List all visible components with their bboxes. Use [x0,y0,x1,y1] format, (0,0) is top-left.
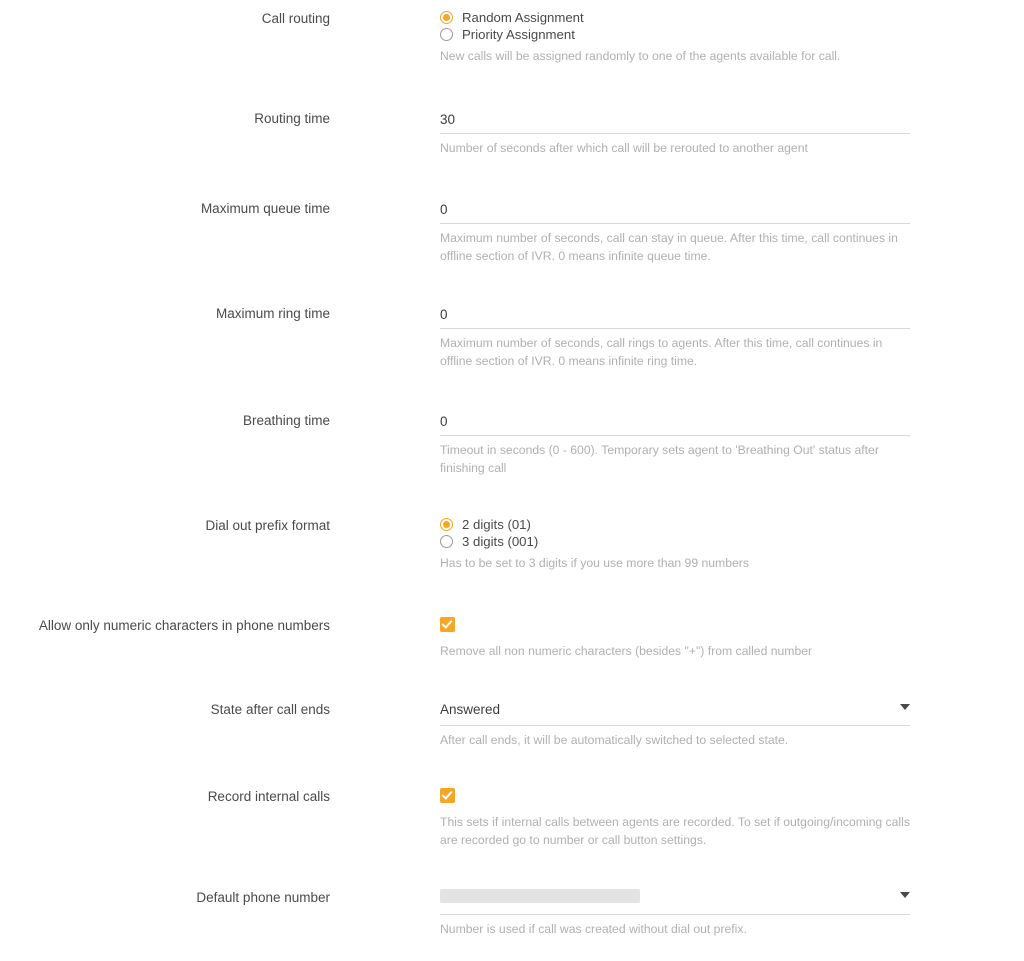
form-row-maximum-ring-time [0,305,1024,371]
form-row-breathing-time [0,412,1024,478]
helper-text-maximum-ring-time: Maximum number of seconds, call rings to agents. After this time, call continues in offline section of IVR. 0 means infinite ring time. [440,336,883,369]
helper-text-routing-time: Number of seconds after which call will be rerouted to another agent [440,141,808,155]
form-row-allow-only-numeric-characters [0,617,1024,660]
form-row-call-routing [0,10,1024,65]
helper-text-breathing-time: Timeout in seconds (0 - 600). Temporary sets agent to 'Breathing Out' status after finishing call [440,443,879,476]
radio-option-dial-out-prefix-format-0[interactable] [440,517,1000,532]
select-value [440,889,640,903]
form-row-maximum-queue-time [0,200,1024,266]
label-maximum-queue-time: Maximum queue time [200,201,330,216]
label-maximum-ring-time: Maximum ring time [215,306,330,321]
field-maximum-ring-time [440,305,1000,371]
radio-button-icon[interactable] [440,11,453,24]
radio-button-icon[interactable] [440,518,453,531]
radio-label: 2 digits (01) [462,517,531,532]
radio-button-icon[interactable] [440,28,453,41]
helper-text-call-routing: New calls will be assigned randomly to one of the agents available for call. [440,49,841,63]
radio-option-dial-out-prefix-format-1[interactable] [440,534,1000,549]
label-default-phone-number: Default phone number [196,890,330,905]
form-row-default-phone-number [0,889,1024,938]
input-maximum-ring-time[interactable] [440,305,910,329]
radio-option-call-routing-0[interactable] [440,10,1000,25]
select-value: Answered [440,702,501,717]
checkbox-record-internal-calls[interactable] [440,788,455,803]
field-default-phone-number [440,889,1000,938]
label-dial-out-prefix-format: Dial out prefix format [205,518,330,533]
form-row-record-internal-calls [0,788,1024,850]
select-default-phone-number[interactable] [440,889,910,915]
helper-text-state-after-call-ends: After call ends, it will be automatically switched to selected state. [440,733,789,747]
helper-text-dial-out-prefix-format: Has to be set to 3 digits if you use more than 99 numbers [440,556,749,570]
input-routing-time[interactable] [440,110,910,134]
label-record-internal-calls: Record internal calls [207,789,330,804]
field-record-internal-calls [440,788,1000,850]
form-row-routing-time [0,110,1024,157]
field-breathing-time [440,412,1000,478]
helper-text-record-internal-calls: This sets if internal calls between agents are recorded. To set if outgoing/incoming calls are recorded go to number or call button settings. [440,815,910,848]
field-allow-only-numeric-characters [440,617,1000,660]
label-breathing-time: Breathing time [242,413,330,428]
form-row-state-after-call-ends [0,701,1024,749]
helper-text-maximum-queue-time: Maximum number of seconds, call can stay in queue. After this time, call continues in offline section of IVR. 0 means infinite queue time. [440,231,898,264]
radio-label: 3 digits (001) [462,534,539,549]
chevron-down-icon[interactable] [900,892,910,898]
field-dial-out-prefix-format [440,517,1000,572]
select-state-after-call-ends[interactable] [440,701,910,726]
radio-option-call-routing-1[interactable] [440,27,1000,42]
chevron-down-icon[interactable] [900,704,910,710]
form-row-dial-out-prefix-format [0,517,1024,572]
label-routing-time: Routing time [254,111,330,126]
helper-text-default-phone-number: Number is used if call was created without dial out prefix. [440,922,747,936]
radio-label: Priority Assignment [462,27,575,42]
label-state-after-call-ends: State after call ends [210,702,330,717]
radio-button-icon[interactable] [440,535,453,548]
input-maximum-queue-time[interactable] [440,200,910,224]
field-call-routing [440,10,1000,65]
field-routing-time [440,110,1000,157]
radio-label: Random Assignment [462,10,584,25]
field-state-after-call-ends [440,701,1000,749]
field-maximum-queue-time [440,200,1000,266]
input-breathing-time[interactable] [440,412,910,436]
label-allow-only-numeric-characters: Allow only numeric characters in phone numbers [38,618,330,633]
helper-text-allow-only-numeric-characters: Remove all non numeric characters (besides "+") from called number [440,644,813,658]
checkbox-allow-only-numeric-characters[interactable] [440,617,455,632]
label-call-routing: Call routing [261,11,330,26]
